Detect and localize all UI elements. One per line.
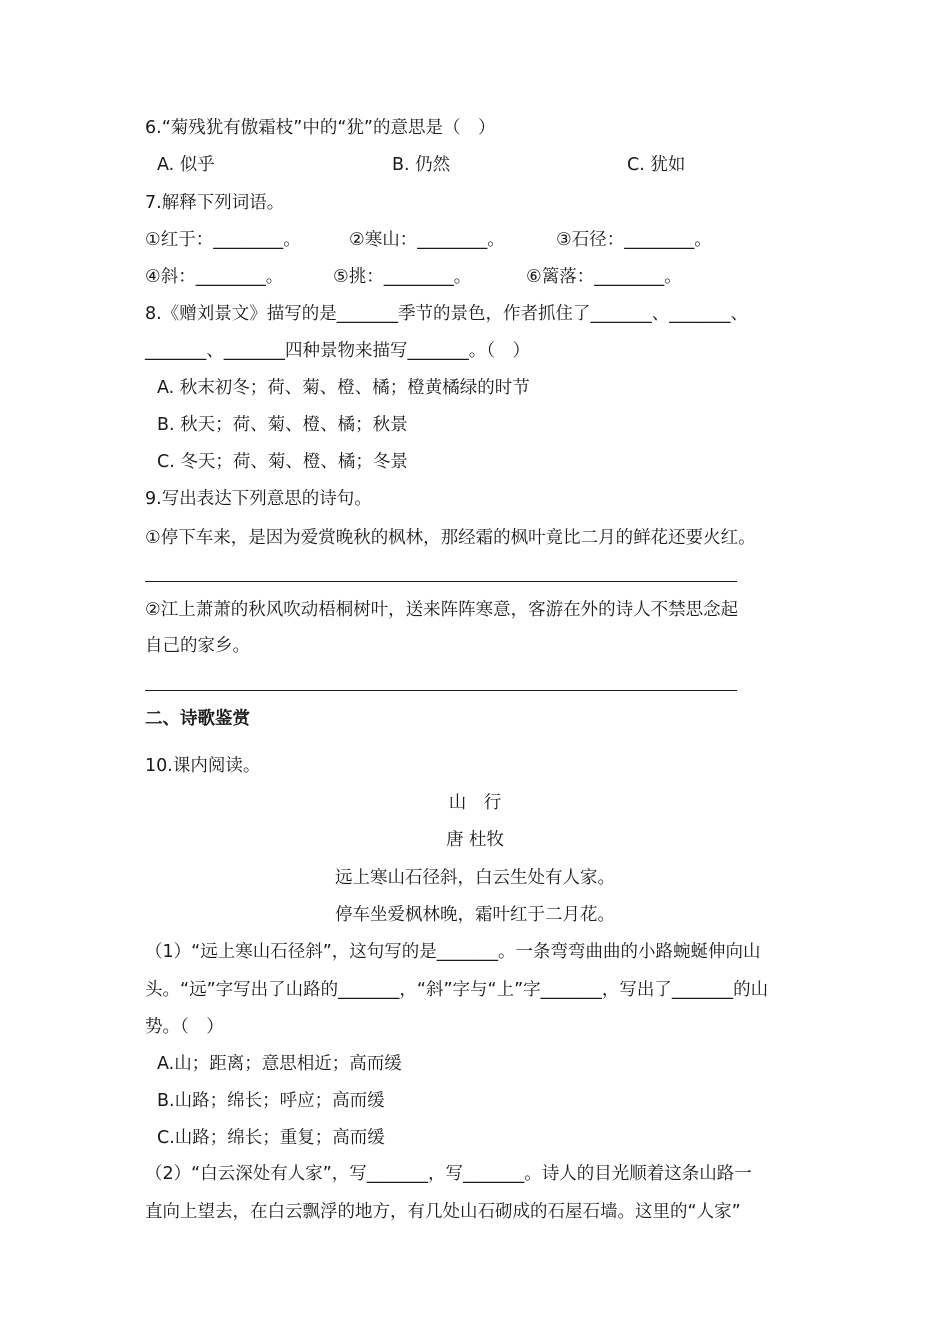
poem-author: 唐 杜牧 <box>445 830 505 850</box>
q8-option-c: C. 冬天；荷、菊、橙、橘；冬景 <box>157 452 408 472</box>
q10-sub1-line-1: （1）“远上寒山石径斜”，这句写的是_______。一条弯弯曲曲的小路蜿蜒伸向山 <box>145 942 761 962</box>
q10-sub1-option-b: B.山路；绵长；呼应；高而缓 <box>157 1091 385 1111</box>
q9-item-2-line-2: 自己的家乡。 <box>145 636 250 656</box>
poem-line-1: 远上寒山石径斜，白云生处有人家。 <box>335 868 615 888</box>
q9-stem: 9.写出表达下列意思的诗句。 <box>145 489 372 509</box>
q7-item-5: ⑤挑：________。 <box>333 267 472 287</box>
q6-stem: 6.“菊残犹有傲霜枝”中的“犹”的意思是（ ） <box>145 118 496 138</box>
q6-option-c: C. 犹如 <box>627 155 686 175</box>
q10-sub1-line-3: 势。（ ） <box>145 1017 224 1037</box>
q7-item-2: ②寒山：________。 <box>349 230 505 250</box>
q10-sub1-line-2: 头。“远”字写出了山路的_______，“斜”字与“上”字_______，写出了_______的山 <box>145 980 769 1000</box>
q6-option-b: B. 仍然 <box>392 155 451 175</box>
q10-sub1-option-a: A.山；距离；意思相近；高而缓 <box>157 1054 402 1074</box>
q9-item-2-line-1: ②江上萧萧的秋风吹动梧桐树叶，送来阵阵寒意，客游在外的诗人不禁思念起 <box>145 600 739 620</box>
q10-sub2-line-2: 直向上望去，在白云飘浮的地方，有几处山石砌成的石屋石墙。这里的“人家” <box>145 1202 741 1222</box>
poem-line-2: 停车坐爱枫林晚，霜叶红于二月花。 <box>335 905 615 925</box>
q6-option-a: A. 似乎 <box>157 155 215 175</box>
q7-item-4: ④斜：________。 <box>145 267 284 287</box>
q10-sub1-option-c: C.山路；绵长；重复；高而缓 <box>157 1128 385 1148</box>
q7-stem: 7.解释下列词语。 <box>145 193 285 213</box>
q10-stem: 10.课内阅读。 <box>145 756 261 776</box>
q9-answer-line-1 <box>145 581 737 582</box>
q10-sub2-line-1: （2）“白云深处有人家”，写_______，写_______。诗人的目光顺着这条山路一 <box>145 1164 752 1184</box>
q8-line-2: _______、_______四种景物来描写_______。（ ） <box>145 341 530 361</box>
section-2-title: 二、诗歌鉴赏 <box>145 709 250 729</box>
q7-item-3: ③石径：________。 <box>556 230 712 250</box>
q9-answer-line-2 <box>145 690 737 691</box>
poem-title: 山 行 <box>448 793 502 813</box>
q8-line-1: 8.《赠刘景文》描写的是_______季节的景色，作者抓住了_______、_______、 <box>145 304 748 324</box>
q8-option-a: A. 秋末初冬；荷、菊、橙、橘；橙黄橘绿的时节 <box>157 378 530 398</box>
q7-item-6: ⑥篱落：________。 <box>526 267 682 287</box>
q9-item-1: ①停下车来，是因为爱赏晚秋的枫林，那经霜的枫叶竟比二月的鲜花还要火红。 <box>145 528 756 548</box>
q7-item-1: ①红于：________。 <box>145 230 301 250</box>
q8-option-b: B. 秋天；荷、菊、橙、橘；秋景 <box>157 415 408 435</box>
